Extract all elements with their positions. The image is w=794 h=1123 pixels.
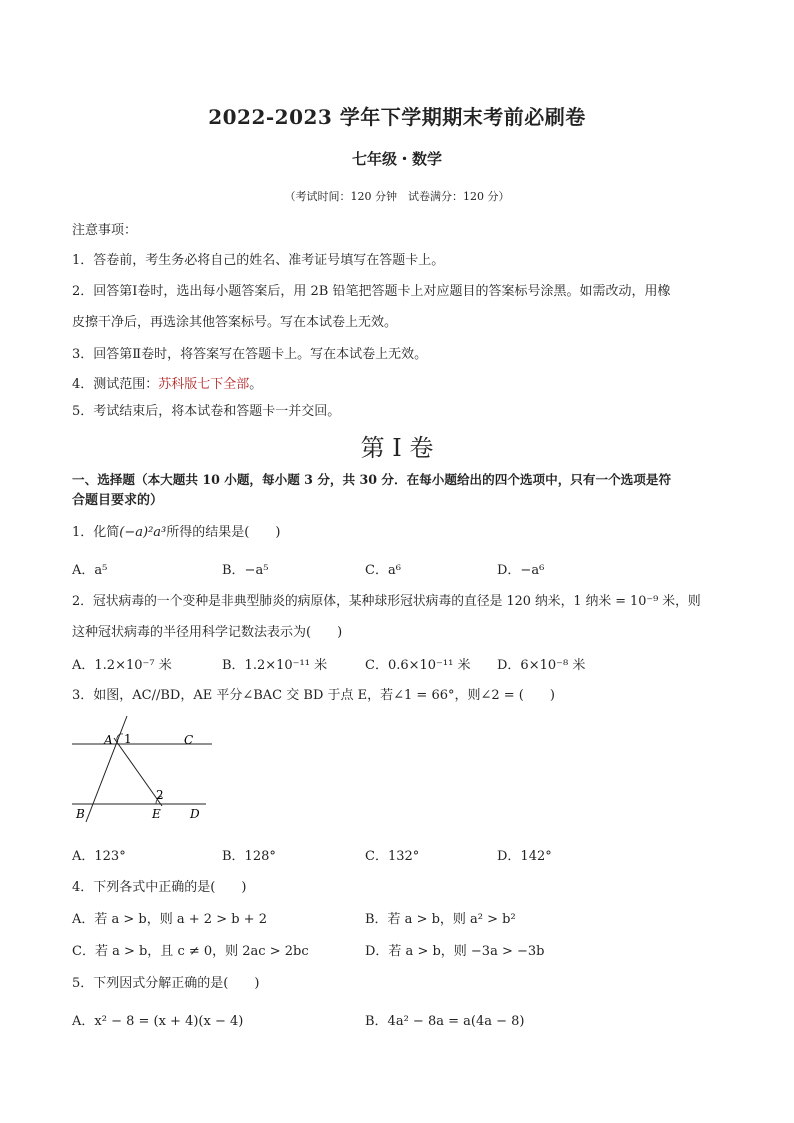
question-3-option-d[interactable]: D．142° bbox=[497, 849, 552, 864]
part1-heading-cont: 合题目要求的） bbox=[72, 493, 164, 508]
note-item-4 bbox=[72, 373, 262, 392]
note-item-4-suffix: 。 bbox=[249, 377, 263, 392]
question-1-option-a[interactable]: A．a⁵ bbox=[72, 563, 108, 578]
note-item-1: 1．答卷前，考生务必将自己的姓名、准考证号填写在答题卡上。 bbox=[72, 253, 445, 268]
question-5-stem: 5．下列因式分解正确的是( ) bbox=[72, 976, 260, 991]
note-item-3: 3．回答第Ⅱ卷时，将答案写在答题卡上。写在本试卷上无效。 bbox=[72, 347, 428, 362]
question-4-option-b[interactable]: B．若 a > b，则 a² > b² bbox=[365, 912, 516, 927]
line-ae bbox=[114, 738, 162, 806]
point-a-label: A bbox=[104, 733, 113, 747]
question-1-suffix: 所得的结果是( ) bbox=[166, 525, 281, 540]
page-title: 2022-2023 学年下学期期末考前必刷卷 bbox=[208, 105, 586, 129]
question-3-stem: 3．如图，AC//BD，AE 平分∠BAC 交 BD 于点 E，若∠1 = 66°，则∠2 = ( ) bbox=[72, 688, 555, 703]
point-b-label: B bbox=[76, 807, 85, 821]
question-4-stem: 4．下列各式中正确的是( ) bbox=[72, 880, 247, 895]
point-e-label: E bbox=[152, 807, 161, 821]
note-item-4-prefix: 4．测试范围： bbox=[72, 377, 159, 392]
question-3-figure bbox=[66, 712, 216, 824]
section-title: 第 I 卷 bbox=[360, 434, 434, 462]
question-2-option-a[interactable]: A．1.2×10⁻⁷ 米 bbox=[72, 658, 172, 673]
question-2-stem: 2．冠状病毒的一个变种是非典型肺炎的病原体，某种球形冠状病毒的直径是 120 纳米，1 纳米 = 10⁻⁹ 米，则 bbox=[72, 594, 701, 609]
point-d-label: D bbox=[190, 807, 200, 821]
note-item-5: 5．考试结束后，将本试卷和答题卡一并交回。 bbox=[72, 404, 341, 419]
question-3-option-b[interactable]: B．128° bbox=[222, 849, 276, 864]
question-1-option-b[interactable]: B．−a⁵ bbox=[222, 563, 269, 578]
question-1-expression: (−a)²a³ bbox=[119, 525, 167, 540]
question-2-option-c[interactable]: C．0.6×10⁻¹¹ 米 bbox=[365, 658, 471, 673]
test-range: 苏科版七下全部 bbox=[158, 377, 250, 392]
note-item-2: 2．回答第Ⅰ卷时，选出每小题答案后，用 2B 铅笔把答题卡上对应题目的答案标号涂黑。如需改动，用橡 bbox=[72, 284, 671, 299]
point-c-label: C bbox=[184, 733, 194, 747]
question-2-stem-cont: 这种冠状病毒的半径用科学记数法表示为( ) bbox=[72, 625, 343, 640]
question-4-option-a[interactable]: A．若 a > b，则 a + 2 > b + 2 bbox=[72, 912, 267, 927]
angle-1-label: 1 bbox=[124, 732, 132, 746]
question-2-option-d[interactable]: D．6×10⁻⁸ 米 bbox=[497, 658, 586, 673]
question-4-option-c[interactable]: C．若 a > b，且 c ≠ 0，则 2ac > 2bc bbox=[72, 944, 309, 959]
note-item-2-cont: 皮擦干净后，再选涂其他答案标号。写在本试卷上无效。 bbox=[72, 315, 398, 330]
question-1-option-d[interactable]: D．−a⁶ bbox=[497, 563, 545, 578]
question-4-option-d[interactable]: D．若 a > b，则 −3a > −3b bbox=[365, 944, 545, 959]
question-5-option-a[interactable]: A．x² − 8 = (x + 4)(x − 4) bbox=[72, 1014, 244, 1029]
line-ab bbox=[86, 716, 127, 822]
notes-heading: 注意事项： bbox=[72, 223, 138, 238]
page-subtitle: 七年级・数学 bbox=[351, 150, 442, 168]
angle-2-label: 2 bbox=[156, 788, 164, 802]
part1-heading: 一、选择题（本大题共 10 小题，每小题 3 分，共 30 分．在每小题给出的四个选项中，只有一个选项是符 bbox=[72, 472, 672, 487]
question-1-option-c[interactable]: C．a⁶ bbox=[365, 563, 401, 578]
question-3-option-a[interactable]: A．123° bbox=[72, 849, 126, 864]
question-1-prefix: 1．化简 bbox=[72, 525, 120, 540]
question-1-stem bbox=[72, 521, 280, 540]
question-3-option-c[interactable]: C．132° bbox=[365, 849, 420, 864]
question-5-option-b[interactable]: B．4a² − 8a = a(4a − 8) bbox=[365, 1014, 525, 1029]
exam-meta: （考试时间：120 分钟 试卷满分：120 分） bbox=[284, 190, 510, 203]
question-2-option-b[interactable]: B．1.2×10⁻¹¹ 米 bbox=[222, 658, 328, 673]
